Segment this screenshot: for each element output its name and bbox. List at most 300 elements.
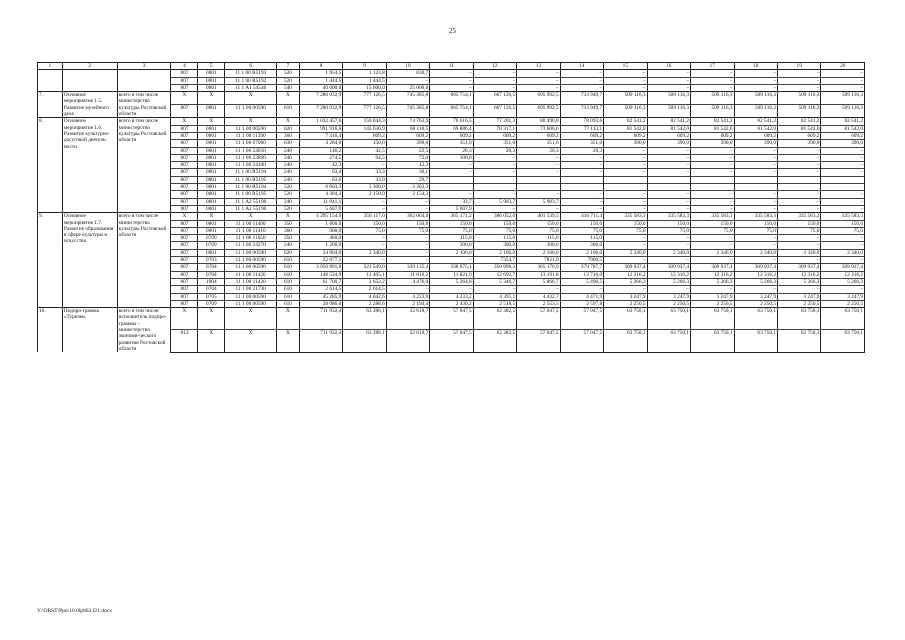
table-cell: 33,9 — [343, 176, 386, 183]
table-cell: 5 266,3 — [691, 278, 734, 285]
table-cell: 29,7 — [386, 176, 429, 183]
table-cell: 2 288,6 — [343, 300, 386, 307]
table-cell: 11 1 00 11400 — [225, 220, 277, 227]
table-cell: – — [777, 235, 820, 242]
table-cell: – — [734, 70, 777, 77]
table-cell: – — [560, 77, 603, 84]
table-cell: 11 1 00 23890 — [225, 154, 277, 161]
table-cell: – — [343, 205, 386, 212]
table-cell: – — [821, 191, 865, 198]
table-cell: 610 — [277, 257, 300, 264]
table-cell: 807 — [171, 264, 198, 271]
table-cell: – — [343, 242, 386, 249]
table-cell: 63 750,1 — [821, 330, 865, 352]
table-cell: 11 1 00 00590 — [225, 125, 277, 132]
table-cell: – — [821, 286, 865, 293]
table-cell: – — [517, 205, 560, 212]
table-cell: – — [604, 77, 647, 84]
table-cell: 75,0 — [777, 227, 820, 234]
table-cell: 11 1 00 R5194 — [225, 184, 277, 191]
table-cell: 75,0 — [821, 227, 865, 234]
table-cell: X — [225, 330, 277, 352]
table-cell: X — [198, 118, 225, 125]
table-cell: 63 750,1 — [734, 330, 777, 352]
table-cell: 5 607,9 — [430, 205, 473, 212]
table-cell: 274,5 — [299, 154, 342, 161]
table-cell: 610 — [277, 293, 300, 300]
table-cell: 390,0 — [691, 140, 734, 147]
table-cell: 12 316,2 — [647, 271, 690, 278]
table-cell: 13 716,0 — [560, 271, 603, 278]
table-cell: – — [821, 257, 865, 264]
table-cell: 695 992,5 — [517, 92, 560, 105]
table-cell: 2 106,0 — [517, 249, 560, 256]
table-cell: 667 126,5 — [473, 92, 516, 105]
table-cell: 509 116,3 — [647, 105, 690, 118]
table-cell: 5 264,8 — [430, 278, 473, 285]
table-cell: – — [473, 84, 516, 91]
column-number: 19 — [777, 63, 820, 70]
table-cell: – — [386, 286, 429, 293]
table-cell: 63,6 — [299, 176, 342, 183]
table-cell: 20,3 — [560, 147, 603, 154]
column-number: 13 — [517, 63, 560, 70]
column-number: 20 — [821, 63, 865, 70]
table-cell: 150,0 — [473, 220, 516, 227]
table-cell: 2 250,5 — [777, 300, 820, 307]
table-cell: – — [691, 198, 734, 205]
table-cell: X — [277, 118, 300, 125]
table-cell — [473, 184, 516, 191]
table-cell: 11 1 00 00590 — [225, 257, 277, 264]
table-cell: – — [517, 70, 560, 77]
table-cell: 0801 — [198, 205, 225, 212]
table-cell: 386 052,0 — [473, 213, 516, 220]
table-cell: – — [691, 84, 734, 91]
table-cell: 620 — [277, 249, 300, 256]
table-cell: 807 — [171, 169, 198, 176]
table-cell: 11 1 A1 54540 — [225, 84, 277, 91]
column-number: 15 — [604, 63, 647, 70]
table-cell: 300,0 — [473, 242, 516, 249]
table-cell: 807 — [171, 132, 198, 139]
table-cell: 2 194,4 — [386, 300, 429, 307]
table-cell: 240 — [277, 169, 300, 176]
table-cell: 0801 — [198, 140, 225, 147]
table-cell: 509 116,3 — [647, 92, 690, 105]
table-cell: 509 116,3 — [691, 105, 734, 118]
table-cell: 108,0 — [430, 154, 473, 161]
table-cell: 2 250,5 — [821, 300, 865, 307]
table-cell: – — [647, 169, 690, 176]
table-cell: 115,0 — [430, 235, 473, 242]
table-cell: – — [691, 205, 734, 212]
table-cell: – — [821, 162, 865, 169]
table-cell: 416 711,4 — [560, 213, 603, 220]
table-cell: 11 1 A2 55190 — [225, 198, 277, 205]
table-cell: 115,0 — [517, 235, 560, 242]
table-cell: – — [691, 191, 734, 198]
table-cell: 360 — [277, 227, 300, 234]
table-cell: 807 — [171, 300, 198, 307]
table-cell: 11 1 00 11390 — [225, 132, 277, 139]
table-cell: 323 549,0 — [343, 264, 386, 271]
table-cell: 300,0 — [560, 242, 603, 249]
table-cell: – — [560, 84, 603, 91]
table-cell: 11 1 00 R5195 — [225, 191, 277, 198]
table-cell: 57 047,5 — [517, 308, 560, 330]
table-cell: 7 310,4 — [299, 132, 342, 139]
table-cell: 807 — [171, 198, 198, 205]
table-cell: 63 750,1 — [734, 308, 777, 330]
table-cell: 309 937,4 — [777, 264, 820, 271]
table-cell: 20,3 — [473, 147, 516, 154]
table-cell: 63 750,1 — [777, 308, 820, 330]
table-cell: 309 937,4 — [734, 264, 777, 271]
table-cell: 63 750,1 — [821, 308, 865, 330]
table-cell: 0801 — [198, 84, 225, 91]
table-cell: – — [517, 286, 560, 293]
activity-name — [62, 70, 117, 92]
column-number: 7 — [277, 63, 300, 70]
table-cell: – — [647, 70, 690, 77]
table-cell: 2 106,0 — [430, 249, 473, 256]
table-cell — [777, 184, 820, 191]
table-cell: X — [171, 308, 198, 330]
table-cell: 0801 — [198, 176, 225, 183]
table-cell: – — [604, 286, 647, 293]
table-cell: 20,3 — [430, 147, 473, 154]
table-cell: 350 — [277, 235, 300, 242]
table-cell: – — [777, 257, 820, 264]
table-cell: – — [560, 169, 603, 176]
table-cell — [604, 176, 647, 183]
table-cell: 2 106,0 — [473, 249, 516, 256]
table-cell: 0801 — [198, 77, 225, 84]
table-cell: 667 126,5 — [473, 105, 516, 118]
table-cell: – — [734, 242, 777, 249]
table-cell: 150,0 — [604, 220, 647, 227]
table-cell: 0801 — [198, 147, 225, 154]
table-cell: 300,0 — [430, 242, 473, 249]
column-number: 16 — [647, 63, 690, 70]
table-cell: 610 — [277, 105, 300, 118]
table-cell: 11 1 00 24100 — [225, 162, 277, 169]
table-cell: 11 821,9 — [430, 271, 473, 278]
table-cell: – — [473, 286, 516, 293]
table-cell: 520 — [277, 70, 300, 77]
table-cell: 57 047,5 — [560, 330, 603, 352]
table-cell: 0704 — [198, 271, 225, 278]
table-cell: 807 — [171, 84, 198, 91]
table-cell: – — [430, 77, 473, 84]
table-cell: 143 630,9 — [343, 125, 386, 132]
table-cell: – — [604, 257, 647, 264]
table-cell: 3 652,2 — [343, 278, 386, 285]
table-row — [38, 118, 865, 125]
table-cell: 1 123,8 — [343, 70, 386, 77]
table-cell: 2 430,2 — [430, 300, 473, 307]
table-cell: 57 047,5 — [430, 330, 473, 352]
table-cell: 1 444,5 — [343, 77, 386, 84]
table-cell: 0801 — [198, 198, 225, 205]
table-cell: 610 — [277, 300, 300, 307]
table-cell: 75,0 — [560, 227, 603, 234]
table-cell — [560, 184, 603, 191]
table-cell: – — [473, 70, 516, 77]
table-cell: 11 1 00 R5193 — [225, 70, 277, 77]
table-cell — [647, 184, 690, 191]
table-cell: 1 444,5 — [299, 77, 342, 84]
table-row — [38, 213, 865, 220]
table-cell: 609,2 — [386, 132, 429, 139]
table-cell: 11 1 00 R5195 — [225, 176, 277, 183]
column-number: 8 — [299, 63, 342, 70]
table-cell: – — [517, 169, 560, 176]
table-cell: 360 — [277, 132, 300, 139]
table-cell: 609,2 — [691, 132, 734, 139]
table-cell: – — [343, 162, 386, 169]
table-cell: 5 903,7 — [473, 198, 516, 205]
table-cell: – — [517, 154, 560, 161]
table-cell — [821, 176, 865, 183]
table-cell: 309 937,4 — [647, 264, 690, 271]
table-cell: – — [691, 235, 734, 242]
table-cell: 12 316,2 — [821, 271, 865, 278]
table-cell: 2 250,5 — [604, 300, 647, 307]
table-cell: – — [604, 198, 647, 205]
activity-name: Основное мероприятие 1.6. Развитие культурно-досуговой деятель-ности — [62, 118, 117, 213]
column-number: 17 — [691, 63, 734, 70]
table-cell: 24 804,0 — [299, 249, 342, 256]
table-cell: 0709 — [198, 300, 225, 307]
table-cell: – — [734, 77, 777, 84]
table-cell: – — [647, 84, 690, 91]
table-cell: X — [171, 92, 198, 105]
table-cell: X — [225, 92, 277, 105]
table-cell: 82 541,2 — [777, 118, 820, 125]
table-cell: – — [560, 191, 603, 198]
table-cell: 2 614,5 — [343, 286, 386, 293]
table-row — [38, 92, 865, 105]
table-cell: 2 154,3 — [386, 191, 429, 198]
table-cell: – — [473, 77, 516, 84]
table-cell: 150,0 — [386, 220, 429, 227]
table-cell: – — [517, 77, 560, 84]
table-cell: 240 — [277, 242, 300, 249]
table-cell: 900,0 — [299, 227, 342, 234]
table-cell: 63 750,1 — [777, 330, 820, 352]
table-cell: – — [777, 205, 820, 212]
table-cell: – — [691, 242, 734, 249]
table-cell: 63 750,1 — [604, 308, 647, 330]
table-cell: 5 607,9 — [299, 205, 342, 212]
table-cell: 7 280 032,9 — [299, 105, 342, 118]
table-cell: 733 949,7 — [560, 92, 603, 105]
table-cell: – — [821, 242, 865, 249]
table-cell: 11 1 00 R5192 — [225, 77, 277, 84]
table-cell: 351,0 — [430, 140, 473, 147]
table-cell: – — [777, 84, 820, 91]
table-cell: 1004 — [198, 278, 225, 285]
table-cell: 57 047,5 — [560, 308, 603, 330]
table-cell: 22 877,1 — [299, 257, 342, 264]
table-cell — [691, 184, 734, 191]
table-cell: 610 — [277, 286, 300, 293]
table-cell: – — [343, 198, 386, 205]
table-cell: 777 126,5 — [343, 92, 386, 105]
table-cell: 75,0 — [386, 227, 429, 234]
table-cell: 0801 — [198, 105, 225, 118]
table-cell: – — [430, 70, 473, 77]
table-cell: 620 — [277, 125, 300, 132]
table-cell: – — [691, 162, 734, 169]
table-cell: 63 288,1 — [343, 330, 386, 352]
table-cell: – — [777, 286, 820, 293]
table-cell: 0709 — [198, 235, 225, 242]
table-cell: 401 539,5 — [517, 213, 560, 220]
table-cell: 509 116,3 — [777, 105, 820, 118]
table-cell: 81 542,0 — [821, 125, 865, 132]
table-cell: 11 1 00 67060 — [225, 140, 277, 147]
table-cell: 5 496,5 — [560, 278, 603, 285]
table-cell: 11 1 00 21730 — [225, 286, 277, 293]
table-cell: 7821,9 — [517, 257, 560, 264]
table-cell: 605 754,1 — [430, 105, 473, 118]
table-cell: – — [647, 286, 690, 293]
row-number: 8. — [38, 118, 63, 213]
table-cell: 78 093,6 — [560, 118, 603, 125]
table-cell: 1 800,0 — [299, 220, 342, 227]
table-cell: 42,3 — [386, 162, 429, 169]
table-cell: 609,2 — [647, 132, 690, 139]
table-cell: X — [277, 330, 300, 352]
column-number: 10 — [386, 63, 429, 70]
table-cell: – — [430, 84, 473, 91]
table-cell: 0801 — [198, 227, 225, 234]
table-cell: – — [604, 162, 647, 169]
budget-table — [37, 62, 865, 353]
table-cell: 40 000,0 — [299, 84, 342, 91]
table-cell: 11 810,2 — [386, 271, 429, 278]
table-cell: 335 583,3 — [604, 213, 647, 220]
table-cell: 807 — [171, 140, 198, 147]
table-cell: 807 — [171, 105, 198, 118]
table-cell: 3 247,9 — [821, 293, 865, 300]
table-cell: 11 1 00 00590 — [225, 293, 277, 300]
table-cell: 2 518,5 — [473, 300, 516, 307]
table-cell: 148 534,9 — [299, 271, 342, 278]
table-cell: 76 616,5 — [430, 118, 473, 125]
table-cell: – — [777, 154, 820, 161]
table-cell: X — [198, 330, 225, 352]
table-cell: – — [604, 84, 647, 91]
table-cell: – — [647, 257, 690, 264]
table-cell: – — [691, 154, 734, 161]
table-cell: – — [386, 257, 429, 264]
column-number: 5 — [198, 63, 225, 70]
table-cell: – — [517, 162, 560, 169]
table-cell: – — [777, 77, 820, 84]
table-cell: 2 340,0 — [734, 249, 777, 256]
table-cell: 335 583,3 — [821, 213, 865, 220]
table-cell: 5 266,3 — [604, 278, 647, 285]
table-cell: – — [777, 162, 820, 169]
table-cell: – — [647, 235, 690, 242]
table-cell: 807 — [171, 154, 198, 161]
table-cell: 609,2 — [430, 132, 473, 139]
table-cell: 335 583,3 — [691, 213, 734, 220]
table-cell: 609,2 — [560, 132, 603, 139]
table-cell: 63 750,1 — [691, 330, 734, 352]
table-cell: 5 866,7 — [517, 278, 560, 285]
table-cell: 2 597,8 — [560, 300, 603, 307]
table-cell: 460,0 — [299, 235, 342, 242]
table-cell: 150,0 — [343, 220, 386, 227]
table-cell: 0801 — [198, 132, 225, 139]
table-cell: 13 191,8 — [517, 271, 560, 278]
table-cell: 12 316,2 — [734, 271, 777, 278]
table-cell: X — [198, 308, 225, 330]
table-cell: 4 223,0 — [386, 293, 429, 300]
table-cell: – — [647, 162, 690, 169]
column-number: 12 — [473, 63, 516, 70]
table-cell: – — [430, 257, 473, 264]
table-cell: – — [734, 286, 777, 293]
table-cell: 32 618,7 — [386, 330, 429, 352]
table-cell: 150 044,3 — [343, 118, 386, 125]
table-cell: 540 — [277, 84, 300, 91]
table-cell: 379 787,7 — [560, 264, 603, 271]
table-cell: – — [386, 242, 429, 249]
table-cell: 240 — [277, 198, 300, 205]
table-cell: 42,3 — [299, 162, 342, 169]
table-cell: 807 — [171, 271, 198, 278]
table-cell: 0703 — [198, 257, 225, 264]
table-cell: 150,0 — [734, 220, 777, 227]
table-cell: 335 583,3 — [777, 213, 820, 220]
table-cell: 72,0 — [386, 154, 429, 161]
table-cell: – — [821, 84, 865, 91]
table-cell: 0801 — [198, 70, 225, 77]
table-cell: 807 — [171, 162, 198, 169]
executor: всего в том числе: исполнитель подпро-граммы – министерство экономи-ческого развития Ростовской области — [117, 308, 171, 353]
table-cell: 63,4 — [299, 169, 342, 176]
table-cell: – — [473, 205, 516, 212]
table-cell: 807 — [171, 249, 198, 256]
table-cell: – — [604, 191, 647, 198]
table-cell: 150,0 — [821, 220, 865, 227]
table-cell: 0801 — [198, 125, 225, 132]
table-cell: 2 340,0 — [647, 249, 690, 256]
table-cell: X — [198, 92, 225, 105]
table-cell: 81 542,0 — [691, 125, 734, 132]
table-cell: 1 200,0 — [299, 242, 342, 249]
table-cell: – — [777, 70, 820, 77]
table-cell: 20,3 — [517, 147, 560, 154]
table-cell: – — [604, 169, 647, 176]
table-cell: 4 471,9 — [560, 293, 603, 300]
table-cell: – — [821, 70, 865, 77]
activity-name: Подпро-грамма «Туризм» — [62, 308, 117, 353]
table-cell: 62 382,5 — [473, 330, 516, 352]
table-cell: – — [734, 154, 777, 161]
table-cell: 335 583,3 — [734, 213, 777, 220]
executor: всего в том числе министерство культуры Ростовской области — [117, 213, 171, 308]
table-cell: 2 614,5 — [299, 286, 342, 293]
table-cell: – — [604, 205, 647, 212]
table-cell — [430, 184, 473, 191]
